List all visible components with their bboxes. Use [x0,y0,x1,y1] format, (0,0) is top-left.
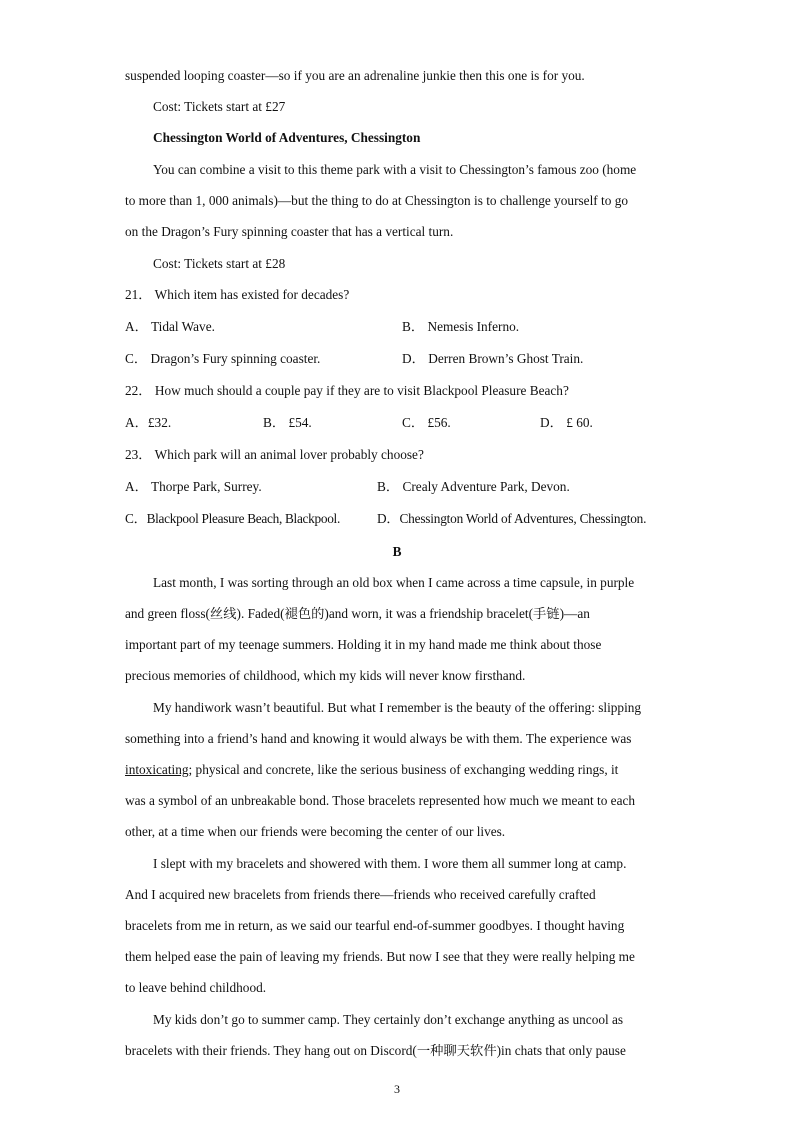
option-c: C． Dragon’s Fury spinning coaster. [125,351,321,366]
paragraph-line: something into a friend’s hand and knowing it would always be with them. The experience was [125,731,632,746]
option-b: B． Nemesis Inferno. [402,319,520,334]
option-d: D．Chessington World of Adventures, Chessington. [377,511,647,526]
paragraph-line: My kids don’t go to summer camp. They certainly don’t exchange anything as uncool as [153,1012,624,1027]
paragraph-line [125,761,618,779]
paragraph-line: bracelets with their friends. They hang out on Discord(一种聊天软件)in chats that only pause [125,1043,626,1058]
option-d: D． £ 60. [540,415,593,430]
option-c: C． £56. [402,415,451,430]
park-heading: Chessington World of Adventures, Chessington [153,130,421,145]
passage-a-line: suspended looping coaster—so if you are an adrenaline junkie then this one is for you. [125,68,585,83]
paragraph-line: other, at a time when our friends were becoming the center of our lives. [125,824,506,839]
option-c: C．Blackpool Pleasure Beach, Blackpool. [125,511,340,526]
cost-line: Cost: Tickets start at £28 [153,256,286,271]
paragraph-line: important part of my teenage summers. Holding it in my hand made me think about those [125,637,602,652]
paragraph-line: to leave behind childhood. [125,980,267,995]
paragraph-line: I slept with my bracelets and showered with them. I wore them all summer long at camp. [153,856,627,871]
paragraph-line: precious memories of childhood, which my kids will never know firsthand. [125,668,526,683]
paragraph-line: Last month, I was sorting through an old box when I came across a time capsule, in purple [153,575,635,590]
line-rest: ; physical and concrete, like the serious business of exchanging wedding rings, it [188,762,619,777]
passage-a-line: to more than 1, 000 animals)—but the thing to do at Chessington is to challenge yourself to go [125,193,628,208]
underlined-word: intoxicating [125,762,189,777]
option-a: A． Tidal Wave. [125,319,215,334]
paragraph-line: And I acquired new bracelets from friends there—friends who received carefully crafted [125,887,596,902]
option-d: D． Derren Brown’s Ghost Train. [402,351,584,366]
option-a: A． Thorpe Park, Surrey. [125,479,262,494]
paragraph-line: bracelets from me in return, as we said our tearful end-of-summer goodbyes. I thought having [125,918,625,933]
section-heading: B [392,544,402,559]
paragraph-line: them helped ease the pain of leaving my friends. But now I see that they were really helping me [125,949,635,964]
option-b: B． Crealy Adventure Park, Devon. [377,479,570,494]
passage-a-line: You can combine a visit to this theme park with a visit to Chessington’s famous zoo (home [153,162,637,177]
question-stem: 23． Which park will an animal lover probably choose? [125,447,424,462]
paragraph-line: My handiwork wasn’t beautiful. But what I remember is the beauty of the offering: slipping [153,700,642,715]
paragraph-line: was a symbol of an unbreakable bond. Those bracelets represented how much we meant to each [125,793,636,808]
question-stem: 21． Which item has existed for decades? [125,287,350,302]
page-number: 3 [394,1082,400,1096]
option-a: A．£32. [125,415,172,430]
cost-line: Cost: Tickets start at £27 [153,99,286,114]
question-stem: 22． How much should a couple pay if they are to visit Blackpool Pleasure Beach? [125,383,569,398]
passage-a-line: on the Dragon’s Fury spinning coaster that has a vertical turn. [125,224,454,239]
paragraph-line: and green floss(丝线). Faded(褪色的)and worn, it was a friendship bracelet(手链)—an [125,606,590,621]
option-b: B． £54. [263,415,312,430]
